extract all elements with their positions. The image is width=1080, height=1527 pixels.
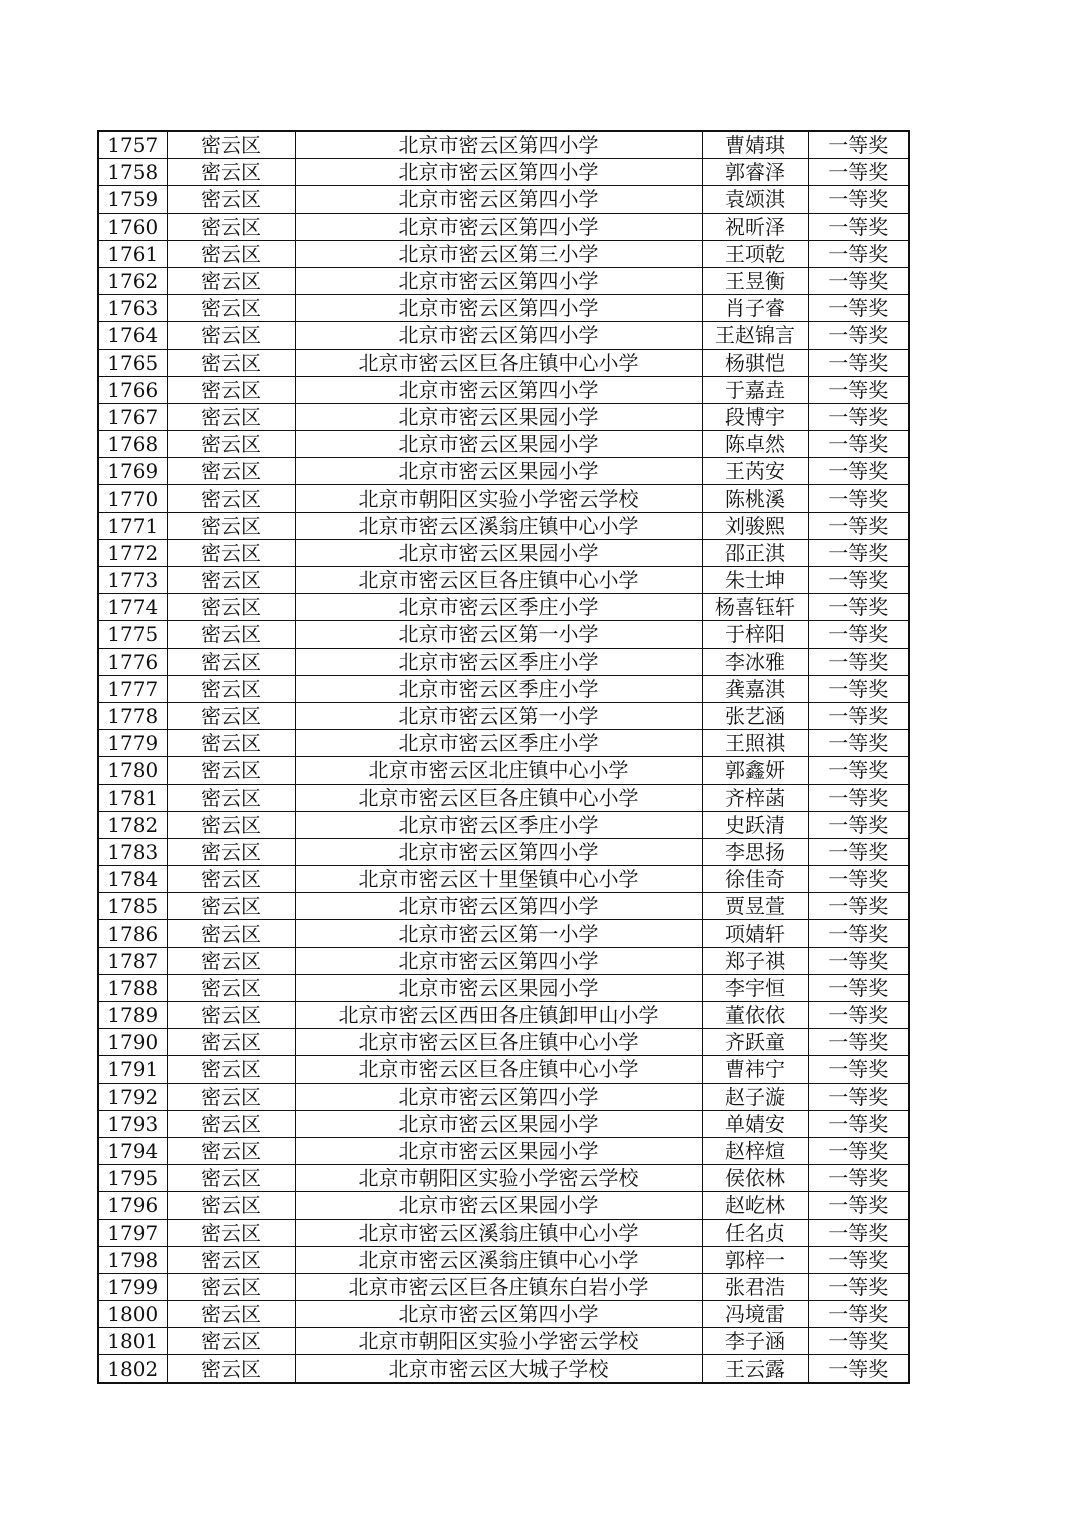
table-row	[98, 512, 909, 539]
student-name-cell: 陈卓然	[702, 431, 808, 458]
row-number-cell: 1768	[98, 431, 167, 458]
table-row	[98, 784, 909, 811]
student-name-cell: 于梓阳	[702, 621, 808, 648]
district-cell: 密云区	[167, 811, 295, 838]
row-number-cell: 1790	[98, 1029, 167, 1056]
award-level-cell: 一等奖	[808, 512, 909, 539]
row-number-cell: 1758	[98, 159, 167, 186]
school-cell: 北京市密云区巨各庄镇中心小学	[295, 1029, 702, 1056]
student-name-cell: 单婧安	[702, 1110, 808, 1137]
award-level-cell: 一等奖	[808, 213, 909, 240]
row-number-cell: 1793	[98, 1110, 167, 1137]
district-cell: 密云区	[167, 1083, 295, 1110]
row-number-cell: 1763	[98, 295, 167, 322]
award-level-cell: 一等奖	[808, 1219, 909, 1246]
row-number-cell: 1775	[98, 621, 167, 648]
school-cell: 北京市密云区第四小学	[295, 131, 702, 159]
table-row	[98, 730, 909, 757]
school-cell: 北京市密云区巨各庄镇中心小学	[295, 567, 702, 594]
row-number-cell: 1788	[98, 974, 167, 1001]
award-level-cell: 一等奖	[808, 567, 909, 594]
table-row	[98, 621, 909, 648]
row-number-cell: 1765	[98, 349, 167, 376]
student-name-cell: 项婧轩	[702, 920, 808, 947]
school-cell: 北京市密云区果园小学	[295, 458, 702, 485]
school-cell: 北京市密云区巨各庄镇中心小学	[295, 784, 702, 811]
school-cell: 北京市密云区第四小学	[295, 947, 702, 974]
row-number-cell: 1784	[98, 866, 167, 893]
school-cell: 北京市密云区巨各庄镇中心小学	[295, 1056, 702, 1083]
school-cell: 北京市密云区果园小学	[295, 403, 702, 430]
row-number-cell: 1782	[98, 811, 167, 838]
table-row	[98, 1328, 909, 1355]
table-row	[98, 1219, 909, 1246]
district-cell: 密云区	[167, 458, 295, 485]
district-cell: 密云区	[167, 131, 295, 159]
award-level-cell: 一等奖	[808, 431, 909, 458]
district-cell: 密云区	[167, 730, 295, 757]
school-cell: 北京市密云区溪翁庄镇中心小学	[295, 1246, 702, 1273]
district-cell: 密云区	[167, 1246, 295, 1273]
student-name-cell: 杨骐恺	[702, 349, 808, 376]
table-row	[98, 431, 909, 458]
district-cell: 密云区	[167, 893, 295, 920]
table-row	[98, 131, 909, 159]
table-row	[98, 1301, 909, 1328]
district-cell: 密云区	[167, 539, 295, 566]
district-cell: 密云区	[167, 1355, 295, 1383]
awards-table-body	[98, 131, 909, 1383]
district-cell: 密云区	[167, 512, 295, 539]
row-number-cell: 1761	[98, 240, 167, 267]
table-row	[98, 267, 909, 294]
award-level-cell: 一等奖	[808, 1328, 909, 1355]
award-level-cell: 一等奖	[808, 757, 909, 784]
school-cell: 北京市密云区第四小学	[295, 186, 702, 213]
row-number-cell: 1787	[98, 947, 167, 974]
award-level-cell: 一等奖	[808, 1029, 909, 1056]
district-cell: 密云区	[167, 1219, 295, 1246]
district-cell: 密云区	[167, 267, 295, 294]
table-row	[98, 186, 909, 213]
school-cell: 北京市密云区季庄小学	[295, 648, 702, 675]
table-row	[98, 1002, 909, 1029]
row-number-cell: 1783	[98, 838, 167, 865]
district-cell: 密云区	[167, 1056, 295, 1083]
table-row	[98, 838, 909, 865]
student-name-cell: 袁颂淇	[702, 186, 808, 213]
district-cell: 密云区	[167, 784, 295, 811]
school-cell: 北京市密云区巨各庄镇中心小学	[295, 349, 702, 376]
school-cell: 北京市密云区第四小学	[295, 376, 702, 403]
school-cell: 北京市密云区第四小学	[295, 1301, 702, 1328]
district-cell: 密云区	[167, 1328, 295, 1355]
district-cell: 密云区	[167, 648, 295, 675]
award-level-cell: 一等奖	[808, 458, 909, 485]
district-cell: 密云区	[167, 947, 295, 974]
student-name-cell: 郭梓一	[702, 1246, 808, 1273]
row-number-cell: 1792	[98, 1083, 167, 1110]
award-level-cell: 一等奖	[808, 186, 909, 213]
award-level-cell: 一等奖	[808, 974, 909, 1001]
row-number-cell: 1780	[98, 757, 167, 784]
school-cell: 北京市密云区果园小学	[295, 974, 702, 1001]
award-level-cell: 一等奖	[808, 539, 909, 566]
district-cell: 密云区	[167, 1110, 295, 1137]
award-level-cell: 一等奖	[808, 811, 909, 838]
district-cell: 密云区	[167, 974, 295, 1001]
student-name-cell: 郭鑫妍	[702, 757, 808, 784]
student-name-cell: 赵屹林	[702, 1192, 808, 1219]
award-level-cell: 一等奖	[808, 702, 909, 729]
student-name-cell: 齐跃童	[702, 1029, 808, 1056]
table-row	[98, 1246, 909, 1273]
school-cell: 北京市密云区季庄小学	[295, 811, 702, 838]
school-cell: 北京市密云区第一小学	[295, 702, 702, 729]
row-number-cell: 1789	[98, 1002, 167, 1029]
award-level-cell: 一等奖	[808, 675, 909, 702]
student-name-cell: 王项乾	[702, 240, 808, 267]
row-number-cell: 1795	[98, 1165, 167, 1192]
school-cell: 北京市朝阳区实验小学密云学校	[295, 1165, 702, 1192]
table-row	[98, 1029, 909, 1056]
student-name-cell: 李子涵	[702, 1328, 808, 1355]
award-level-cell: 一等奖	[808, 1056, 909, 1083]
table-row	[98, 866, 909, 893]
student-name-cell: 郑子祺	[702, 947, 808, 974]
district-cell: 密云区	[167, 186, 295, 213]
award-level-cell: 一等奖	[808, 349, 909, 376]
student-name-cell: 赵子漩	[702, 1083, 808, 1110]
district-cell: 密云区	[167, 1301, 295, 1328]
row-number-cell: 1796	[98, 1192, 167, 1219]
award-level-cell: 一等奖	[808, 947, 909, 974]
student-name-cell: 张君浩	[702, 1273, 808, 1300]
district-cell: 密云区	[167, 295, 295, 322]
school-cell: 北京市密云区大城子学校	[295, 1355, 702, 1383]
school-cell: 北京市密云区第一小学	[295, 621, 702, 648]
school-cell: 北京市密云区西田各庄镇卸甲山小学	[295, 1002, 702, 1029]
row-number-cell: 1767	[98, 403, 167, 430]
awards-table	[97, 130, 910, 1384]
school-cell: 北京市密云区果园小学	[295, 431, 702, 458]
school-cell: 北京市密云区第四小学	[295, 159, 702, 186]
award-level-cell: 一等奖	[808, 866, 909, 893]
award-level-cell: 一等奖	[808, 730, 909, 757]
award-level-cell: 一等奖	[808, 295, 909, 322]
table-row	[98, 594, 909, 621]
table-row	[98, 159, 909, 186]
table-row	[98, 1192, 909, 1219]
student-name-cell: 祝昕泽	[702, 213, 808, 240]
row-number-cell: 1764	[98, 322, 167, 349]
row-number-cell: 1791	[98, 1056, 167, 1083]
student-name-cell: 陈桃溪	[702, 485, 808, 512]
table-row	[98, 213, 909, 240]
district-cell: 密云区	[167, 702, 295, 729]
table-row	[98, 675, 909, 702]
student-name-cell: 朱士坤	[702, 567, 808, 594]
table-row	[98, 1137, 909, 1164]
award-level-cell: 一等奖	[808, 1273, 909, 1300]
award-level-cell: 一等奖	[808, 1110, 909, 1137]
award-level-cell: 一等奖	[808, 131, 909, 159]
table-row	[98, 1110, 909, 1137]
table-row	[98, 947, 909, 974]
row-number-cell: 1762	[98, 267, 167, 294]
school-cell: 北京市密云区果园小学	[295, 1192, 702, 1219]
school-cell: 北京市密云区溪翁庄镇中心小学	[295, 1219, 702, 1246]
school-cell: 北京市朝阳区实验小学密云学校	[295, 485, 702, 512]
school-cell: 北京市密云区果园小学	[295, 1110, 702, 1137]
row-number-cell: 1760	[98, 213, 167, 240]
district-cell: 密云区	[167, 1029, 295, 1056]
student-name-cell: 赵梓煊	[702, 1137, 808, 1164]
school-cell: 北京市密云区第四小学	[295, 213, 702, 240]
school-cell: 北京市朝阳区实验小学密云学校	[295, 1328, 702, 1355]
award-level-cell: 一等奖	[808, 1246, 909, 1273]
row-number-cell: 1794	[98, 1137, 167, 1164]
row-number-cell: 1801	[98, 1328, 167, 1355]
row-number-cell: 1800	[98, 1301, 167, 1328]
award-level-cell: 一等奖	[808, 1165, 909, 1192]
district-cell: 密云区	[167, 1192, 295, 1219]
school-cell: 北京市密云区果园小学	[295, 1137, 702, 1164]
student-name-cell: 王芮安	[702, 458, 808, 485]
row-number-cell: 1757	[98, 131, 167, 159]
student-name-cell: 于嘉垚	[702, 376, 808, 403]
award-level-cell: 一等奖	[808, 1192, 909, 1219]
student-name-cell: 曹婧琪	[702, 131, 808, 159]
award-level-cell: 一等奖	[808, 485, 909, 512]
student-name-cell: 王照祺	[702, 730, 808, 757]
student-name-cell: 董依依	[702, 1002, 808, 1029]
table-row	[98, 485, 909, 512]
table-row	[98, 458, 909, 485]
table-row	[98, 920, 909, 947]
table-row	[98, 1083, 909, 1110]
award-level-cell: 一等奖	[808, 1355, 909, 1383]
table-row	[98, 1355, 909, 1383]
student-name-cell: 杨喜钰轩	[702, 594, 808, 621]
district-cell: 密云区	[167, 403, 295, 430]
district-cell: 密云区	[167, 594, 295, 621]
table-row	[98, 1273, 909, 1300]
table-row	[98, 322, 909, 349]
school-cell: 北京市密云区第一小学	[295, 920, 702, 947]
district-cell: 密云区	[167, 1002, 295, 1029]
student-name-cell: 王昱衡	[702, 267, 808, 294]
student-name-cell: 龚嘉淇	[702, 675, 808, 702]
award-level-cell: 一等奖	[808, 648, 909, 675]
school-cell: 北京市密云区第四小学	[295, 322, 702, 349]
school-cell: 北京市密云区第四小学	[295, 295, 702, 322]
row-number-cell: 1785	[98, 893, 167, 920]
school-cell: 北京市密云区溪翁庄镇中心小学	[295, 512, 702, 539]
row-number-cell: 1802	[98, 1355, 167, 1383]
award-level-cell: 一等奖	[808, 1083, 909, 1110]
row-number-cell: 1786	[98, 920, 167, 947]
table-row	[98, 1056, 909, 1083]
school-cell: 北京市密云区第四小学	[295, 893, 702, 920]
award-level-cell: 一等奖	[808, 159, 909, 186]
table-row	[98, 539, 909, 566]
table-row	[98, 295, 909, 322]
district-cell: 密云区	[167, 159, 295, 186]
student-name-cell: 郭睿泽	[702, 159, 808, 186]
table-row	[98, 974, 909, 1001]
table-row	[98, 376, 909, 403]
award-level-cell: 一等奖	[808, 267, 909, 294]
district-cell: 密云区	[167, 567, 295, 594]
student-name-cell: 李宇恒	[702, 974, 808, 1001]
district-cell: 密云区	[167, 376, 295, 403]
award-level-cell: 一等奖	[808, 1137, 909, 1164]
school-cell: 北京市密云区北庄镇中心小学	[295, 757, 702, 784]
award-level-cell: 一等奖	[808, 403, 909, 430]
district-cell: 密云区	[167, 838, 295, 865]
award-level-cell: 一等奖	[808, 1002, 909, 1029]
student-name-cell: 曹祎宁	[702, 1056, 808, 1083]
district-cell: 密云区	[167, 621, 295, 648]
award-level-cell: 一等奖	[808, 621, 909, 648]
district-cell: 密云区	[167, 757, 295, 784]
student-name-cell: 刘骏熙	[702, 512, 808, 539]
table-row	[98, 567, 909, 594]
school-cell: 北京市密云区巨各庄镇东白岩小学	[295, 1273, 702, 1300]
award-level-cell: 一等奖	[808, 893, 909, 920]
school-cell: 北京市密云区季庄小学	[295, 675, 702, 702]
student-name-cell: 任名贞	[702, 1219, 808, 1246]
award-level-cell: 一等奖	[808, 1301, 909, 1328]
award-level-cell: 一等奖	[808, 784, 909, 811]
award-level-cell: 一等奖	[808, 838, 909, 865]
row-number-cell: 1770	[98, 485, 167, 512]
district-cell: 密云区	[167, 485, 295, 512]
award-level-cell: 一等奖	[808, 594, 909, 621]
district-cell: 密云区	[167, 1165, 295, 1192]
district-cell: 密云区	[167, 322, 295, 349]
award-level-cell: 一等奖	[808, 376, 909, 403]
row-number-cell: 1772	[98, 539, 167, 566]
student-name-cell: 齐梓菡	[702, 784, 808, 811]
award-level-cell: 一等奖	[808, 920, 909, 947]
row-number-cell: 1777	[98, 675, 167, 702]
row-number-cell: 1759	[98, 186, 167, 213]
student-name-cell: 王赵锦言	[702, 322, 808, 349]
table-row	[98, 648, 909, 675]
school-cell: 北京市密云区十里堡镇中心小学	[295, 866, 702, 893]
student-name-cell: 肖子睿	[702, 295, 808, 322]
school-cell: 北京市密云区第四小学	[295, 838, 702, 865]
student-name-cell: 侯依林	[702, 1165, 808, 1192]
student-name-cell: 李思扬	[702, 838, 808, 865]
table-row	[98, 757, 909, 784]
school-cell: 北京市密云区第三小学	[295, 240, 702, 267]
row-number-cell: 1781	[98, 784, 167, 811]
student-name-cell: 段博宇	[702, 403, 808, 430]
district-cell: 密云区	[167, 1273, 295, 1300]
school-cell: 北京市密云区第四小学	[295, 1083, 702, 1110]
district-cell: 密云区	[167, 431, 295, 458]
school-cell: 北京市密云区果园小学	[295, 539, 702, 566]
student-name-cell: 徐佳奇	[702, 866, 808, 893]
row-number-cell: 1769	[98, 458, 167, 485]
district-cell: 密云区	[167, 866, 295, 893]
row-number-cell: 1773	[98, 567, 167, 594]
student-name-cell: 王云露	[702, 1355, 808, 1383]
table-row	[98, 702, 909, 729]
student-name-cell: 邵正淇	[702, 539, 808, 566]
table-row	[98, 240, 909, 267]
award-level-cell: 一等奖	[808, 322, 909, 349]
district-cell: 密云区	[167, 213, 295, 240]
table-row	[98, 811, 909, 838]
district-cell: 密云区	[167, 240, 295, 267]
award-level-cell: 一等奖	[808, 240, 909, 267]
district-cell: 密云区	[167, 1137, 295, 1164]
row-number-cell: 1798	[98, 1246, 167, 1273]
row-number-cell: 1776	[98, 648, 167, 675]
row-number-cell: 1766	[98, 376, 167, 403]
row-number-cell: 1799	[98, 1273, 167, 1300]
student-name-cell: 贾昱萱	[702, 893, 808, 920]
district-cell: 密云区	[167, 920, 295, 947]
row-number-cell: 1771	[98, 512, 167, 539]
table-row	[98, 1165, 909, 1192]
school-cell: 北京市密云区季庄小学	[295, 594, 702, 621]
student-name-cell: 冯境雷	[702, 1301, 808, 1328]
table-row	[98, 403, 909, 430]
table-row	[98, 893, 909, 920]
school-cell: 北京市密云区第四小学	[295, 267, 702, 294]
table-row	[98, 349, 909, 376]
student-name-cell: 史跃清	[702, 811, 808, 838]
district-cell: 密云区	[167, 349, 295, 376]
row-number-cell: 1797	[98, 1219, 167, 1246]
student-name-cell: 张艺涵	[702, 702, 808, 729]
student-name-cell: 李冰雅	[702, 648, 808, 675]
school-cell: 北京市密云区季庄小学	[295, 730, 702, 757]
row-number-cell: 1779	[98, 730, 167, 757]
district-cell: 密云区	[167, 675, 295, 702]
row-number-cell: 1778	[98, 702, 167, 729]
row-number-cell: 1774	[98, 594, 167, 621]
